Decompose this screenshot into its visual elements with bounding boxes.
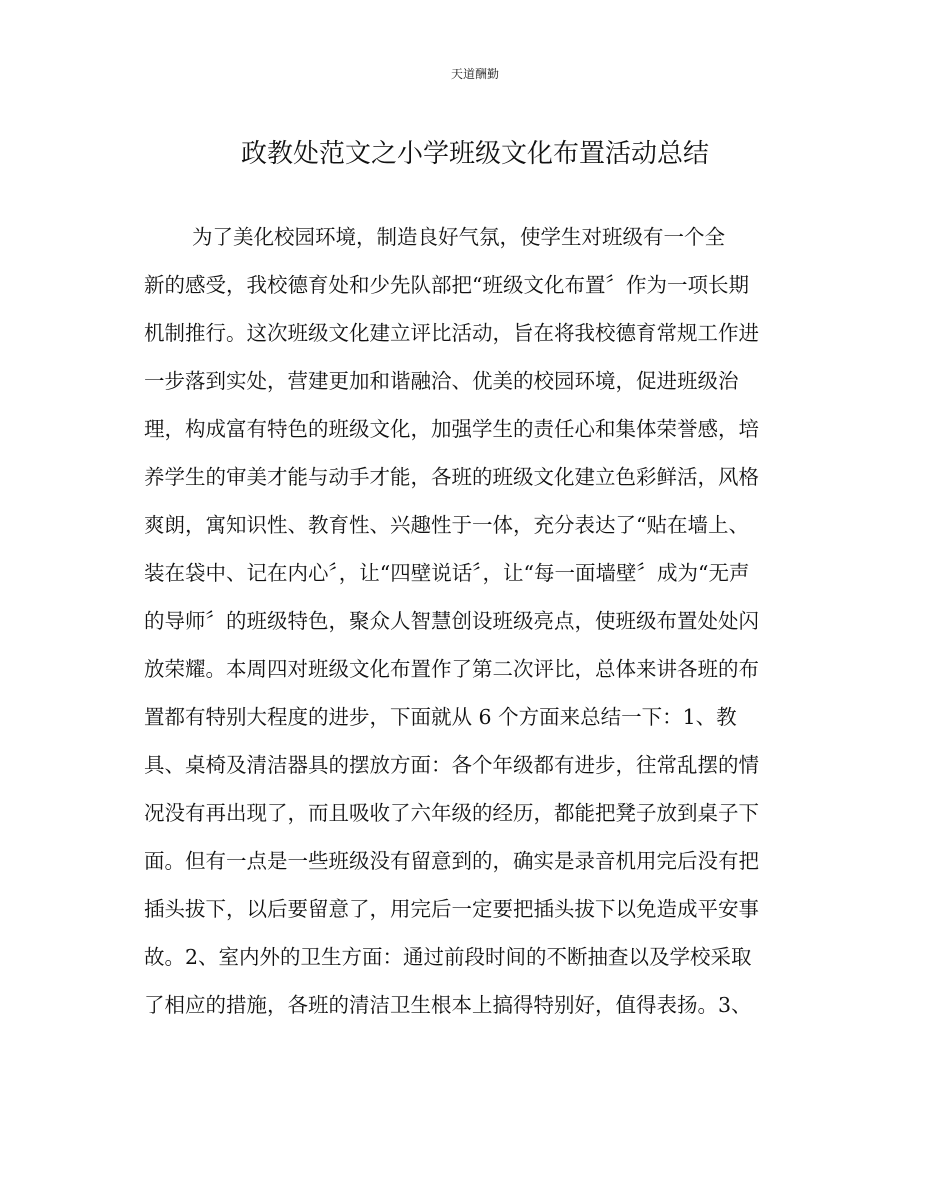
body-paragraph xyxy=(144,213,804,1029)
paragraph-line: 装在袋中、记在内心〞，让“四壁说话〞，让“每一面墙壁〞成为“无声 xyxy=(144,561,750,585)
paragraph-line: 面。但有一点是一些班级没有留意到的，确实是录音机用完后没有把 xyxy=(144,849,759,873)
paragraph-line: 的导师〞的班级特色，聚众人智慧创设班级亮点，使班级布置处处闪 xyxy=(144,609,759,633)
paragraph-line: 新的感受，我校德育处和少先队部把“班级文化布置〞作为一项长期 xyxy=(144,273,749,297)
paragraph-line: 具、桌椅及清洁器具的摆放方面：各个年级都有进步，往常乱摆的情 xyxy=(144,753,759,777)
paragraph-line: 置都有特别大程度的进步，下面就从 6 个方面来总结一下：1、教 xyxy=(144,705,737,729)
paragraph-line: 理，构成富有特色的班级文化，加强学生的责任心和集体荣誉感，培 xyxy=(144,417,759,441)
paragraph-line: 插头拔下，以后要留意了，用完后一定要把插头拔下以免造成平安事 xyxy=(144,897,759,921)
paragraph-line: 一步落到实处，营建更加和谐融洽、优美的校园环境，促进班级治 xyxy=(144,369,739,393)
paragraph-line: 爽朗，寓知识性、教育性、兴趣性于一体，充分表达了“贴在墙上、 xyxy=(144,513,749,537)
paragraph-line: 机制推行。这次班级文化建立评比活动，旨在将我校德育常规工作进 xyxy=(144,321,759,345)
paragraph-line: 故。2、室内外的卫生方面：通过前段时间的不断抽查以及学校采取 xyxy=(144,945,752,969)
paragraph-line: 况没有再出现了，而且吸收了六年级的经历，都能把凳子放到桌子下 xyxy=(144,801,759,825)
paragraph-line: 养学生的审美才能与动手才能，各班的班级文化建立色彩鲜活，风格 xyxy=(144,465,759,489)
page-header: 天道酬勤 xyxy=(450,67,499,81)
paragraph-line: 放荣耀。本周四对班级文化布置作了第二次评比，总体来讲各班的布 xyxy=(144,657,759,681)
paragraph-line: 了相应的措施，各班的清洁卫生根本上搞得特别好，值得表扬。3、 xyxy=(144,993,752,1017)
document-title: 政教处范文之小学班级文化布置活动总结 xyxy=(240,139,709,169)
paragraph-line: 为了美化校园环境，制造良好气氛，使学生对班级有一个全 xyxy=(192,225,725,249)
